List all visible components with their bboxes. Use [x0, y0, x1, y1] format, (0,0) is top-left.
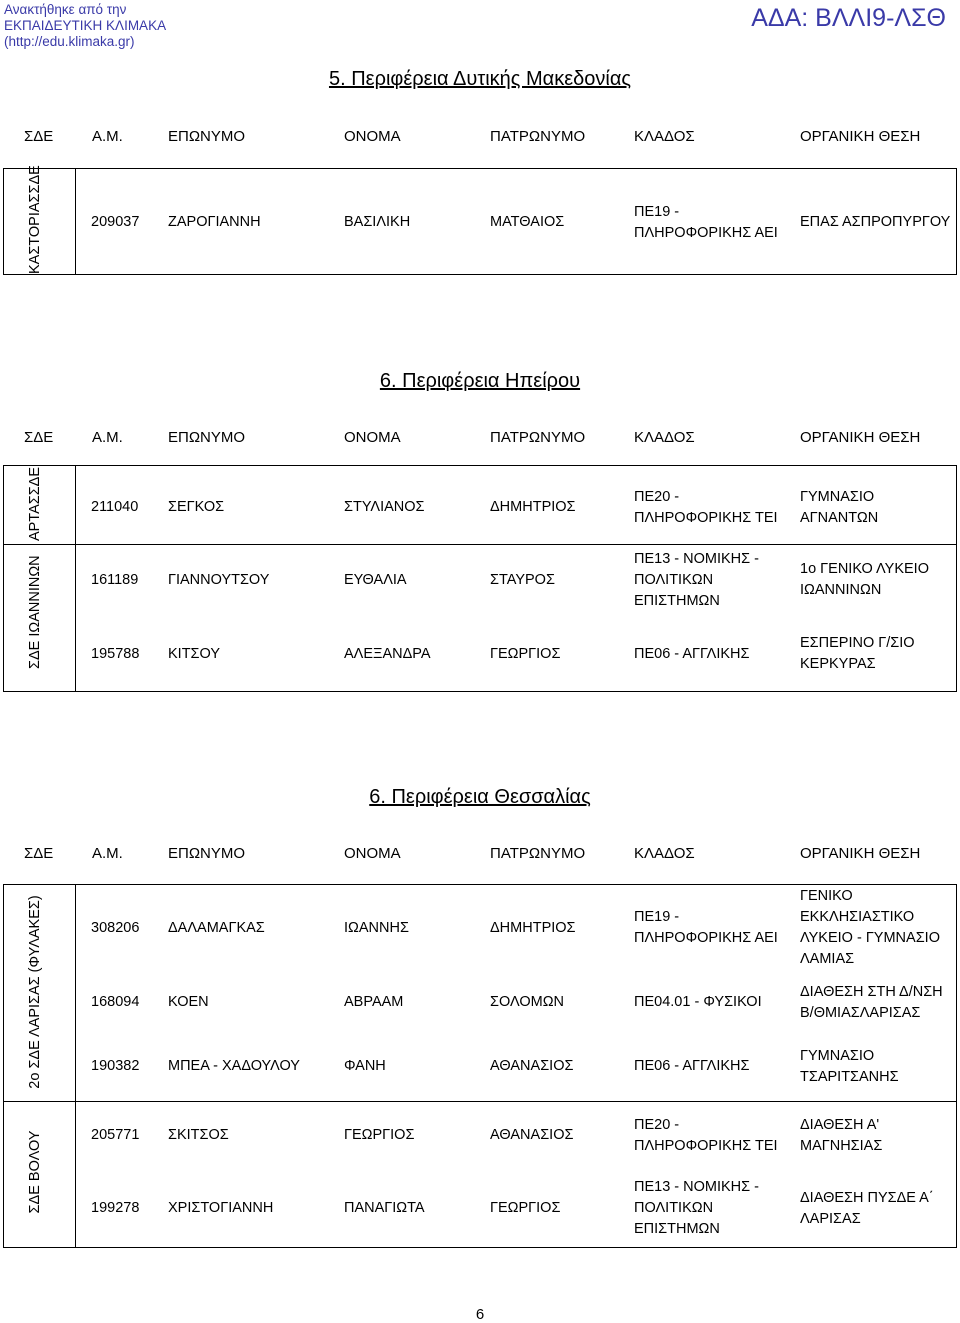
ada-code: ΑΔΑ: ΒΛΛΙ9-ΛΣΘ — [751, 4, 946, 32]
klados-cell: ΠΕ06 - ΑΓΓΛΙΚΗΣ — [634, 1058, 750, 1074]
am-cell: 195788 — [91, 646, 140, 662]
thesi-cell: ΔΙΑΘΕΣΗ ΠΥΣΔΕ Α΄ — [800, 1190, 934, 1206]
am-cell: 211040 — [91, 499, 139, 515]
onoma-cell: ΦΑΝΗ — [344, 1058, 386, 1074]
col-patronymo: ΠΑΤΡΩΝΥΜΟ — [490, 845, 586, 862]
eponymo-cell: ΖΑΡΟΓΙΑΝΝΗ — [168, 214, 261, 230]
thesi-cell: ΓΕΝΙΚΟ — [800, 888, 853, 904]
patronymo-cell: ΣΤΑΥΡΟΣ — [490, 572, 555, 588]
thesi-cell: ΓΥΜΝΑΣΙΟ — [800, 489, 875, 505]
col-klados: ΚΛΑΔΟΣ — [634, 845, 695, 862]
eponymo-cell: ΓΙΑΝΝΟΥΤΣΟΥ — [168, 572, 270, 588]
patronymo-cell: ΣΟΛΟΜΩΝ — [490, 994, 565, 1010]
thesi-cell: ΔΙΑΘΕΣΗ Α' — [800, 1117, 880, 1133]
col-onoma: ΟΝΟΜΑ — [344, 128, 401, 145]
onoma-cell: ΑΒΡΑΑΜ — [344, 994, 404, 1010]
sde-label: 2ο ΣΔΕ ΛΑΡΙΣΑΣ (ΦΥΛΑΚΕΣ) — [27, 895, 43, 1089]
source-note — [4, 2, 166, 50]
col-klados: ΚΛΑΔΟΣ — [634, 128, 695, 145]
section-title: 5. Περιφέρεια Δυτικής Μακεδονίας — [328, 68, 632, 90]
eponymo-cell: ΜΠΕΑ - ΧΑΔΟΥΛΟΥ — [168, 1058, 300, 1074]
onoma-cell: ΙΩΑΝΝΗΣ — [344, 920, 409, 936]
column-header-row — [0, 118, 960, 156]
sde-label: ΚΑΣΤΟΡΙΑΣΣΔΕ — [27, 165, 43, 274]
onoma-cell: ΠΑΝΑΓΙΩΤΑ — [344, 1200, 425, 1216]
onoma-cell: ΒΑΣΙΛΙΚΗ — [344, 214, 411, 230]
onoma-cell: ΓΕΩΡΓΙΟΣ — [344, 1127, 415, 1143]
page-number: 6 — [475, 1306, 485, 1323]
eponymo-cell: ΣΚΙΤΣΟΣ — [168, 1127, 229, 1143]
am-cell: 168094 — [91, 994, 140, 1010]
klados-cell-line-3: ΕΠΙΣΤΗΜΩΝ — [634, 1221, 720, 1237]
klados-cell: ΠΕ19 - — [634, 204, 680, 220]
source-link-url[interactable]: (http://edu.klimaka.gr) — [4, 34, 135, 49]
thesi-cell: ΔΙΑΘΕΣΗ ΣΤΗ Δ/ΝΣΗ — [800, 984, 943, 1000]
patronymo-cell: ΑΘΑΝΑΣΙΟΣ — [490, 1127, 574, 1143]
onoma-cell: ΕΥΘΑΛΙΑ — [344, 572, 407, 588]
col-thesi: ΟΡΓΑΝΙΚΗ ΘΕΣΗ — [800, 845, 921, 862]
klados-cell-line-2: ΠΟΛΙΤΙΚΩΝ — [634, 1200, 714, 1216]
col-eponymo: ΕΠΩΝΥΜΟ — [168, 845, 246, 862]
thesi-cell: ΓΥΜΝΑΣΙΟ — [800, 1048, 875, 1064]
thesi-cell-line-2: ΚΕΡΚΥΡΑΣ — [800, 656, 876, 672]
section-title: 6. Περιφέρεια Θεσσαλίας — [369, 786, 591, 808]
thesi-cell-line-2: ΑΓΝΑΝΤΩΝ — [800, 510, 879, 526]
source-line-1: Ανακτήθηκε από την — [4, 2, 127, 17]
klados-cell: ΠΕ13 - ΝΟΜΙΚΗΣ - — [634, 1179, 759, 1195]
col-am: Α.Μ. — [92, 128, 123, 145]
col-eponymo: ΕΠΩΝΥΜΟ — [168, 128, 246, 145]
patronymo-cell: ΔΗΜΗΤΡΙΟΣ — [490, 920, 576, 936]
section-title: 6. Περιφέρεια Ηπείρου — [379, 370, 581, 392]
patronymo-cell: ΜΑΤΘΑΙΟΣ — [490, 214, 565, 230]
thesi-cell-line-2: ΙΩΑΝΝΙΝΩΝ — [800, 582, 882, 598]
am-cell: 308206 — [91, 920, 140, 936]
thesi-cell-line-2: Β/ΘΜΙΑΣΛΑΡΙΣΑΣ — [800, 1005, 921, 1021]
klados-cell: ΠΕ13 - ΝΟΜΙΚΗΣ - — [634, 551, 759, 567]
klados-cell-line-2: ΠΛΗΡΟΦΟΡΙΚΗΣ ΤΕΙ — [634, 1138, 778, 1154]
patronymo-cell: ΑΘΑΝΑΣΙΟΣ — [490, 1058, 574, 1074]
eponymo-cell: ΚΙΤΣΟΥ — [168, 646, 221, 662]
patronymo-cell: ΔΗΜΗΤΡΙΟΣ — [490, 499, 576, 515]
eponymo-cell: ΚΟΕΝ — [168, 994, 209, 1010]
am-cell: 199278 — [91, 1200, 140, 1216]
klados-cell: ΠΕ06 - ΑΓΓΛΙΚΗΣ — [634, 646, 750, 662]
thesi-cell-line-2: ΕΚΚΛΗΣΙΑΣΤΙΚΟ — [800, 909, 915, 925]
col-am: Α.Μ. — [92, 845, 123, 862]
col-eponymo: ΕΠΩΝΥΜΟ — [168, 429, 246, 446]
thesi-cell: 1ο ΓΕΝΙΚΟ ΛΥΚΕΙΟ — [800, 561, 929, 577]
col-sde: ΣΔΕ — [24, 845, 54, 862]
sde-label: ΣΔΕ ΙΩΑΝΝΙΝΩΝ — [27, 555, 43, 669]
am-cell: 209037 — [91, 214, 140, 230]
col-am: Α.Μ. — [92, 429, 123, 446]
col-patronymo: ΠΑΤΡΩΝΥΜΟ — [490, 429, 586, 446]
col-onoma: ΟΝΟΜΑ — [344, 429, 401, 446]
col-patronymo: ΠΑΤΡΩΝΥΜΟ — [490, 128, 586, 145]
klados-cell-line-3: ΕΠΙΣΤΗΜΩΝ — [634, 593, 720, 609]
column-header-row — [0, 419, 960, 457]
col-klados: ΚΛΑΔΟΣ — [634, 429, 695, 446]
patronymo-cell: ΓΕΩΡΓΙΟΣ — [490, 1200, 561, 1216]
thesi-cell-line-2: ΤΣΑΡΙΤΣΑΝΗΣ — [800, 1069, 899, 1085]
source-link-name[interactable]: ΕΚΠΑΙΔΕΥΤΙΚΗ ΚΛΙΜΑΚΑ — [4, 18, 167, 33]
sde-label: ΑΡΤΑΣΣΔΕ — [27, 466, 43, 542]
klados-cell-line-2: ΠΛΗΡΟΦΟΡΙΚΗΣ ΑΕΙ — [634, 225, 778, 241]
eponymo-cell: ΣΕΓΚΟΣ — [168, 499, 225, 515]
thesi-cell-line-2: ΜΑΓΝΗΣΙΑΣ — [800, 1138, 883, 1154]
column-header-row — [0, 835, 960, 873]
am-cell: 190382 — [91, 1058, 140, 1074]
col-thesi: ΟΡΓΑΝΙΚΗ ΘΕΣΗ — [800, 429, 921, 446]
thesi-cell-line-3: ΛΥΚΕΙΟ - ΓΥΜΝΑΣΙΟ — [800, 930, 940, 946]
thesi-cell-line-2: ΛΑΡΙΣΑΣ — [800, 1211, 861, 1227]
col-thesi: ΟΡΓΑΝΙΚΗ ΘΕΣΗ — [800, 128, 921, 145]
klados-cell: ΠΕ20 - — [634, 489, 680, 505]
eponymo-cell: ΧΡΙΣΤΟΓΙΑΝΝΗ — [168, 1200, 274, 1216]
thesi-cell: ΕΠΑΣ ΑΣΠΡΟΠΥΡΓΟΥ — [800, 214, 951, 230]
am-cell: 205771 — [91, 1127, 140, 1143]
thesi-cell: ΕΣΠΕΡΙΝΟ Γ/ΣΙΟ — [800, 635, 915, 651]
col-sde: ΣΔΕ — [24, 128, 54, 145]
klados-cell: ΠΕ04.01 - ΦΥΣΙΚΟΙ — [634, 994, 762, 1010]
eponymo-cell: ΔΑΛΑΜΑΓΚΑΣ — [168, 920, 265, 936]
klados-cell: ΠΕ20 - — [634, 1117, 680, 1133]
klados-cell-line-2: ΠΟΛΙΤΙΚΩΝ — [634, 572, 714, 588]
klados-cell-line-2: ΠΛΗΡΟΦΟΡΙΚΗΣ ΤΕΙ — [634, 510, 778, 526]
onoma-cell: ΣΤΥΛΙΑΝΟΣ — [344, 499, 425, 515]
am-cell: 161189 — [91, 572, 139, 588]
klados-cell-line-2: ΠΛΗΡΟΦΟΡΙΚΗΣ ΑΕΙ — [634, 930, 778, 946]
col-sde: ΣΔΕ — [24, 429, 54, 446]
klados-cell: ΠΕ19 - — [634, 909, 680, 925]
col-onoma: ΟΝΟΜΑ — [344, 845, 401, 862]
onoma-cell: ΑΛΕΞΑΝΔΡΑ — [344, 646, 431, 662]
patronymo-cell: ΓΕΩΡΓΙΟΣ — [490, 646, 561, 662]
sde-label: ΣΔΕ ΒΟΛΟΥ — [27, 1130, 43, 1214]
thesi-cell-line-4: ΛΑΜΙΑΣ — [800, 951, 855, 967]
